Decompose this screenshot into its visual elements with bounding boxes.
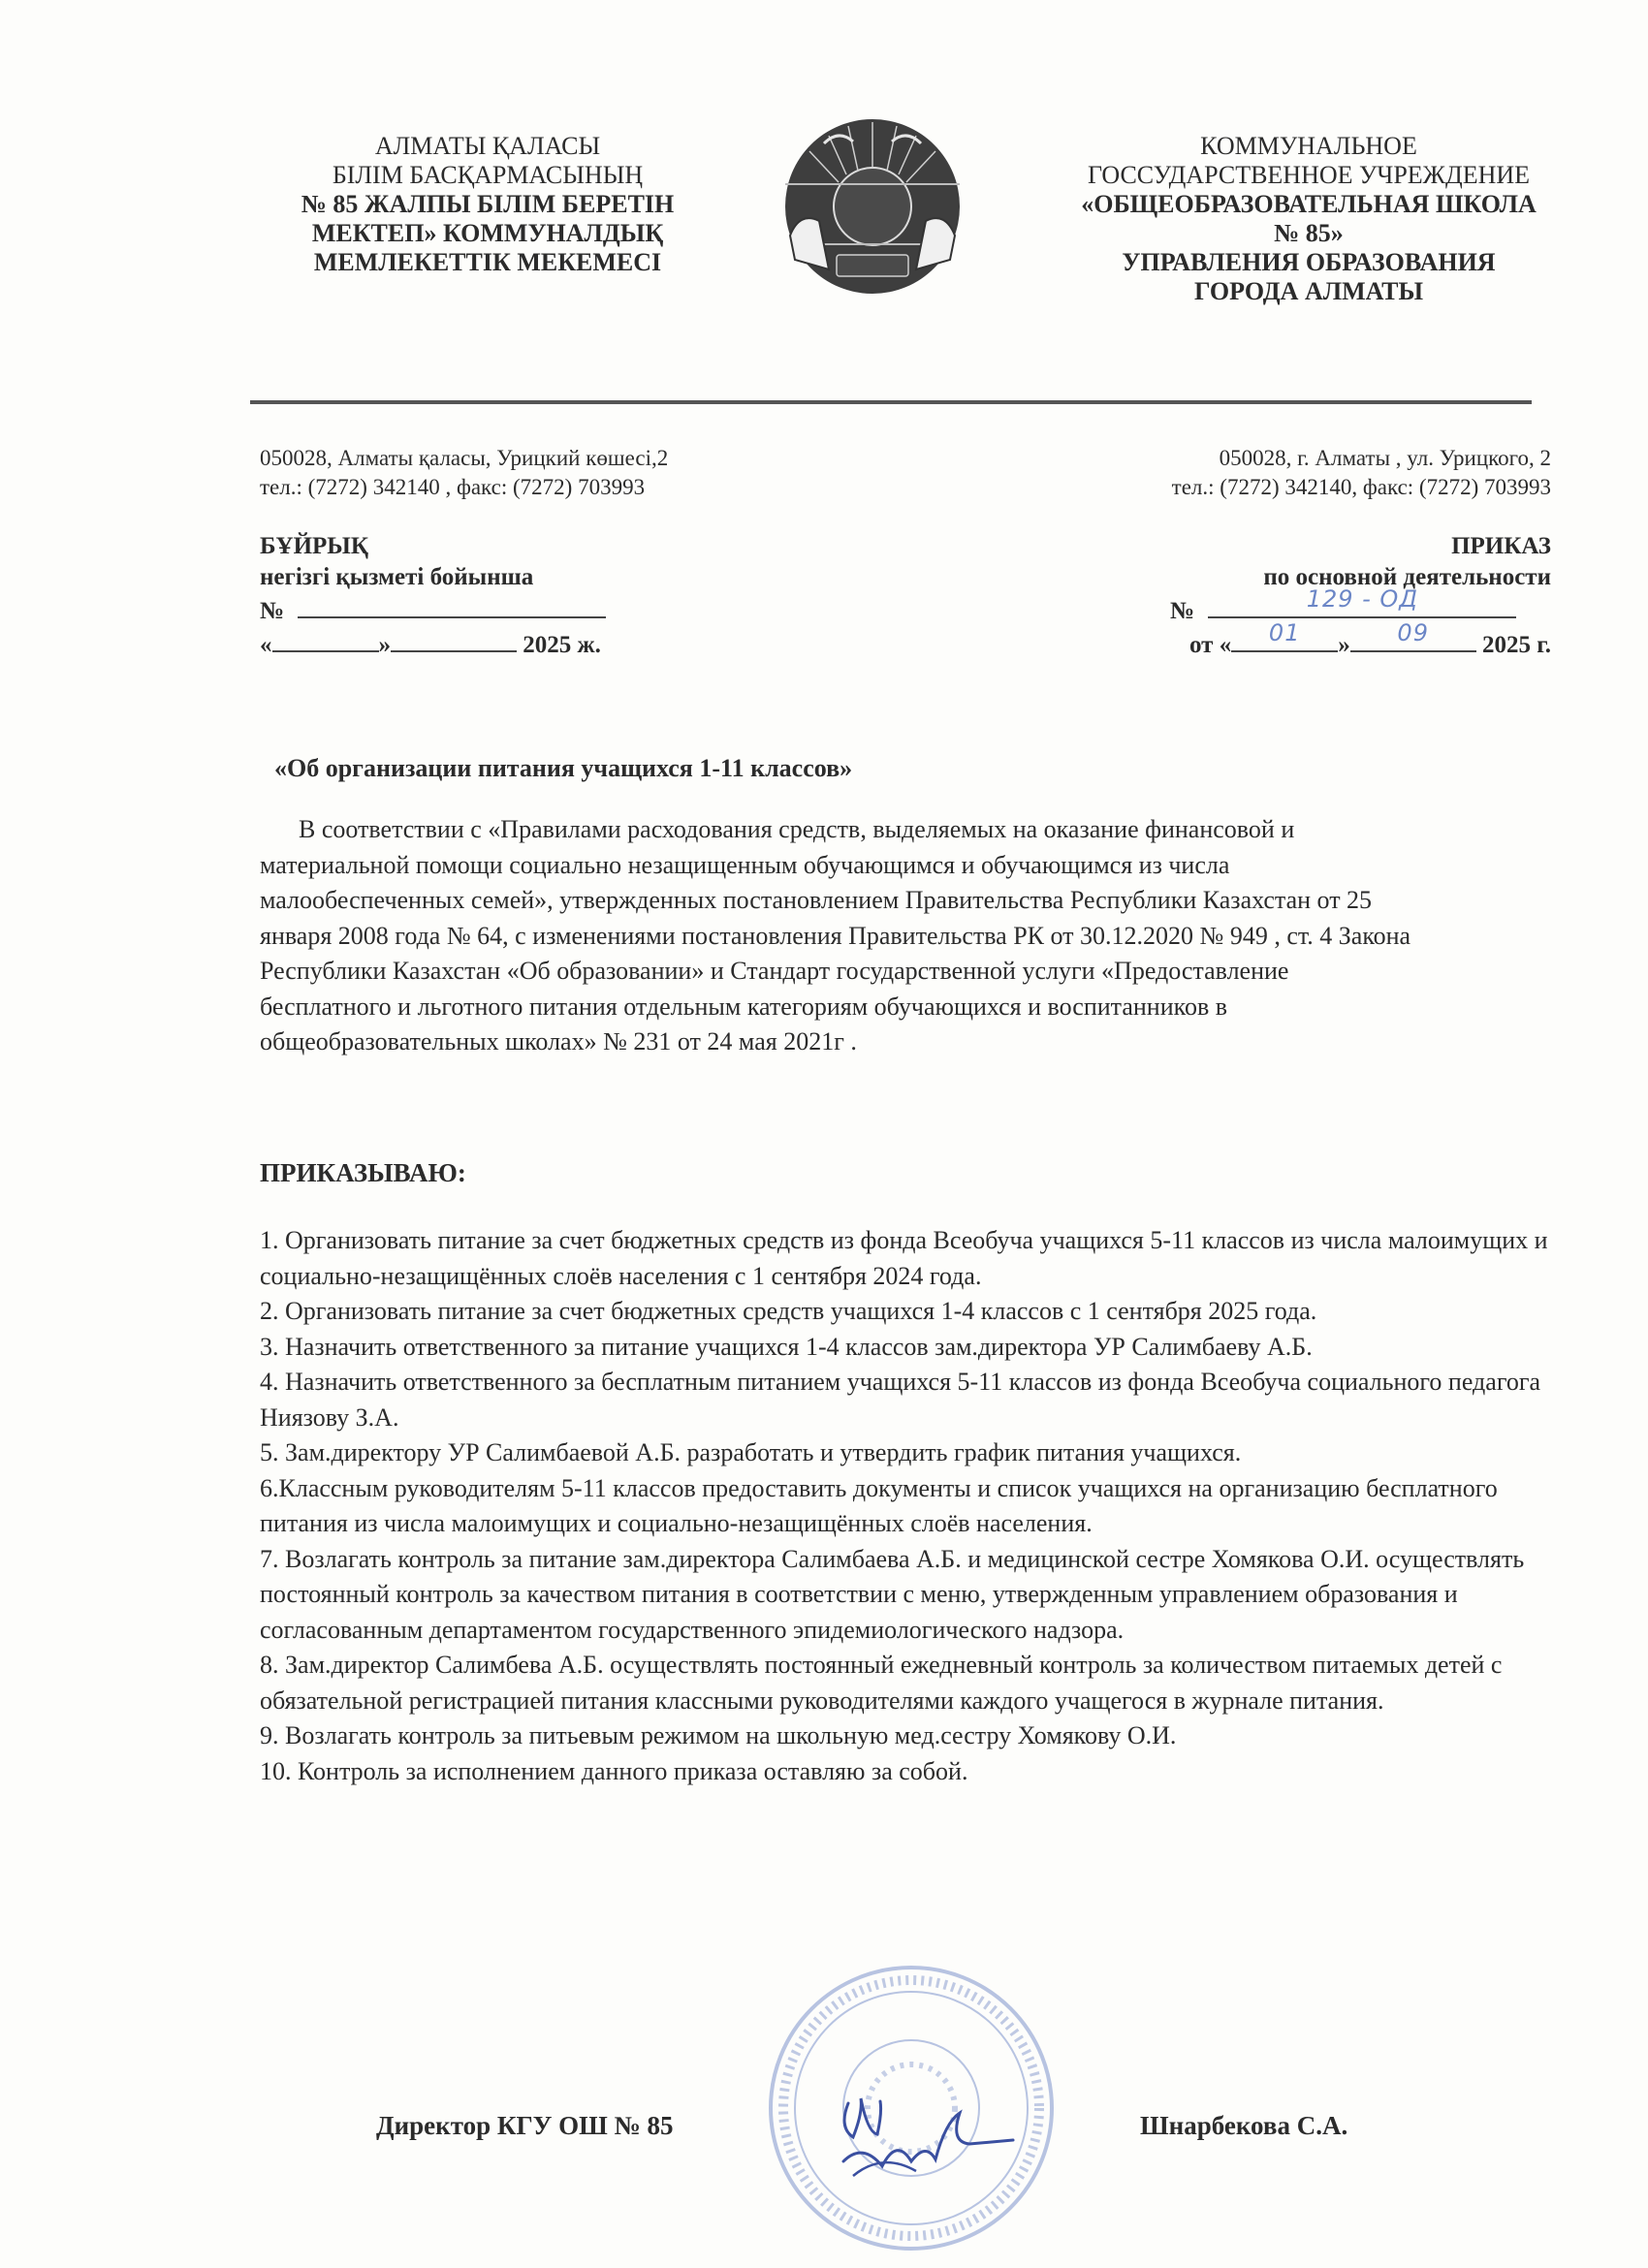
quote-open: « [260,632,272,658]
address-kazakh [260,444,668,502]
order-item: 5. Зам.директору УР Салимбаевой А.Б. разработать и утвердить график питания учащихся. [260,1438,1242,1466]
quote-close: » [1338,632,1350,658]
letterhead-ru-line: № 85» [1274,219,1344,247]
order-ru-title: ПРИКАЗ [1451,533,1551,559]
handwritten-signature-icon [824,2084,1018,2190]
letterhead-kz-line: № 85 ЖАЛПЫ БІЛІМ БЕРЕТІН [301,190,675,218]
order-ru-month-field [1350,619,1476,652]
letterhead-ru-line: УПРАВЛЕНИЯ ОБРАЗОВАНИЯ [1122,248,1496,276]
order-kz-date-row [260,627,606,661]
order-ru-subtitle: по основной деятельности [1263,564,1551,590]
order-ru-year: 2025 г. [1481,632,1551,658]
letterhead-kz-line: БІЛІМ БАСҚАРМАСЫНЫҢ [332,161,644,189]
order-kz-day-field [272,627,379,652]
letterhead-divider [250,400,1532,404]
letterhead-ru-line: ГОРОДА АЛМАТЫ [1194,277,1423,305]
letterhead-ru-line: ГОССУДАРСТВЕННОЕ УЧРЕЖДЕНИЕ [1087,161,1531,189]
order-ru-number-field [1208,585,1516,618]
signatory-role: Директор КГУ ОШ № 85 [376,2111,674,2140]
contacts-kz-line: тел.: (7272) 342140 , факс: (7272) 703993 [260,475,646,499]
date-prefix: от « [1189,632,1232,658]
letterhead-russian [1037,132,1580,306]
address-kz-line: 050028, Алматы қаласы, Урицкий көшесі,2 [260,446,669,470]
orders-heading: ПРИКАЗЫВАЮ: [260,1158,466,1187]
letterhead-kz-line: АЛМАТЫ ҚАЛАСЫ [374,132,601,160]
order-items-list [260,1223,1559,1789]
order-kz-subtitle: негізгі қызметі бойынша [260,564,534,590]
number-label: № [1170,598,1195,624]
order-item: 6.Классным руководителям 5-11 классов предоставить документы и список учащихся на организацию бесплатного питания из числа малоимущих и социально-незащищённых слоёв населения. [260,1473,1498,1537]
order-item: 9. Возлагать контроль за питьевым режимом на школьную мед.сестру Хомякову О.И. [260,1721,1177,1749]
letterhead-kazakh [260,132,715,277]
number-label: № [260,598,285,624]
letterhead-kz-line: МЕКТЕП» КОММУНАЛДЫҚ [311,219,664,247]
address-russian [1172,444,1551,502]
order-kz-number-row [260,593,606,627]
letterhead-ru-line: КОММУНАЛЬНОЕ [1200,132,1417,160]
order-kz-title: БҰЙРЫҚ [260,533,368,559]
letterhead-kz-line: МЕМЛЕКЕТТІК МЕКЕМЕСІ [313,248,662,276]
order-header-russian [1170,531,1551,661]
order-item: 8. Зам.директор Салимбева А.Б. осуществлять постоянный ежедневный контроль за количеством питаемых детей с обязательной регистрацией питания классными руководителями каждого учащегося в журнале питания. [260,1651,1503,1715]
order-ru-date-row [1189,619,1551,661]
preamble-paragraph: В соответствии с «Правилами расходования средств, выделяемых на оказание финансовой и материальной помощи социально незащищенным обучающимся и обучающимся из числа малообеспеченных семей», утвержденных постановлением Правительства Республики Казахстан от 25 января 2008 года № 64, с изменениями постановления Правительства РК от 30.12.2020 № 949 , ст. 4 Закона Республики Казахстан «Об образовании» и Стандарт государственной услуги «Предоставление бесплатного и льготного питания отдельным категориям обучающихся и воспитанников в общеобразовательных школах» № 231 от 24 мая 2021г . [260,815,1411,1055]
order-kz-month-field [391,627,517,652]
address-ru-line: 050028, г. Алматы , ул. Урицкого, 2 [1219,446,1551,470]
order-ru-day-field [1231,619,1338,652]
month-handwritten: 09 [1397,619,1429,646]
signatory-name: Шнарбекова С.А. [1140,2111,1348,2140]
order-kz-year: 2025 ж. [523,632,601,658]
letterhead-ru-line: «ОБЩЕОБРАЗОВАТЕЛЬНАЯ ШКОЛА [1081,190,1537,218]
quote-close: » [378,632,391,658]
order-item: 4. Назначить ответственного за бесплатным питанием учащихся 5-11 классов из фонда Всеобуча социального педагога Ниязову З.А. [260,1368,1541,1432]
document-title: «Об организации питания учащихся 1-11 классов» [274,754,853,782]
order-header-kazakh [260,531,606,661]
order-item: 3. Назначить ответственного за питание учащихся 1-4 классов зам.директора УР Салимбаеву А.Б. [260,1332,1313,1361]
contacts-ru-line: тел.: (7272) 342140, факс: (7272) 703993 [1171,475,1551,499]
order-item: 1. Организовать питание за счет бюджетных средств из фонда Всеобуча учащихся 5-11 классов из числа малоимущих и социально-незащищённых слоёв населения с 1 сентября 2024 года. [260,1226,1548,1290]
order-item: 7. Возлагать контроль за питание зам.директора Салимбаева А.Б. и медицинской сестре Хомякова О.И. осуществлять постоянный контроль за качеством питания в соответствии с меню, утвержденным управлением образования и согласованным департаментом государственного эпидемиологического надзора. [260,1544,1525,1644]
day-handwritten: 01 [1268,619,1301,646]
order-item: 10. Контроль за исполнением данного приказа оставляю за собой. [260,1756,968,1785]
order-kz-number-field [298,593,606,618]
state-emblem-icon [771,114,974,308]
order-number-handwritten: 129 - ОД [1306,585,1419,613]
order-item: 2. Организовать питание за счет бюджетных средств учащихся 1-4 классов с 1 сентября 2025 года. [260,1297,1317,1325]
